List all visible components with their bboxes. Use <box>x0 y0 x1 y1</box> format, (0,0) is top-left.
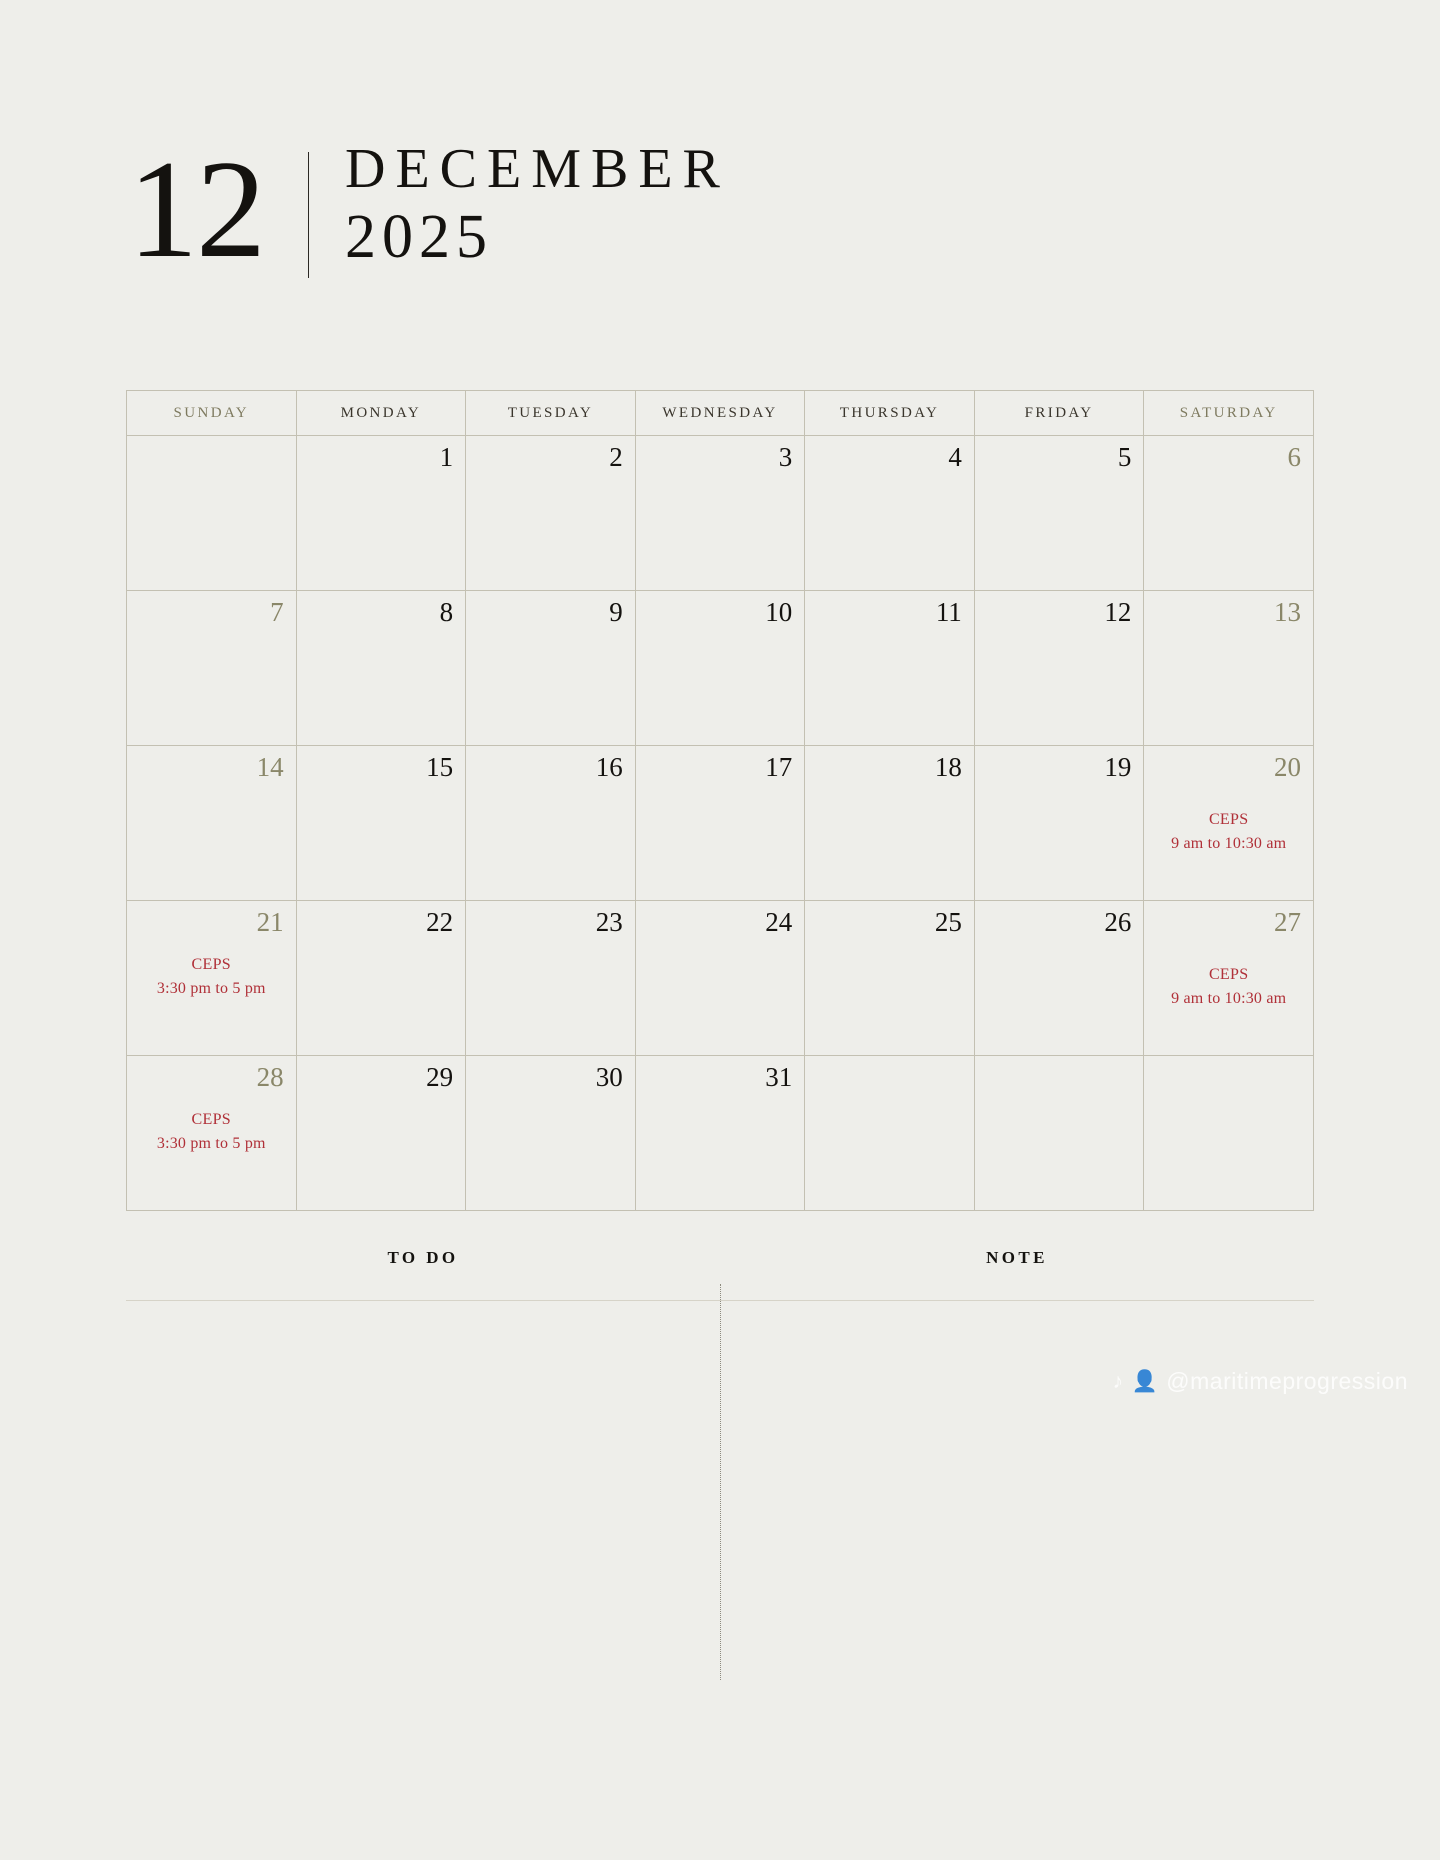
day-number: 3 <box>778 442 793 472</box>
calendar-day-cell[interactable] <box>635 901 805 1056</box>
calendar-empty-cell <box>805 1056 975 1211</box>
calendar-week-row <box>127 746 1314 901</box>
weekday-header-sunday: SUNDAY <box>127 391 297 436</box>
calendar-day-cell[interactable] <box>635 436 805 591</box>
calendar-day-cell[interactable] <box>466 746 636 901</box>
watermark <box>1113 1368 1408 1395</box>
day-number: 7 <box>270 597 284 627</box>
weekday-header-friday: FRIDAY <box>974 391 1144 436</box>
calendar-day-cell[interactable] <box>466 1056 636 1211</box>
calendar-day-cell[interactable] <box>974 746 1144 901</box>
weekday-header-wednesday: WEDNESDAY <box>635 391 805 436</box>
day-number: 5 <box>1117 442 1132 472</box>
weekday-header-monday: MONDAY <box>296 391 466 436</box>
day-number: 18 <box>934 752 962 782</box>
event-title[interactable]: CEPS <box>1208 811 1249 828</box>
event-title[interactable]: CEPS <box>191 956 231 973</box>
day-number: 23 <box>595 907 623 937</box>
weekday-header-tuesday: TUESDAY <box>466 391 636 436</box>
calendar-day-cell[interactable] <box>635 746 805 901</box>
calendar-day-cell[interactable] <box>466 591 636 746</box>
day-number: 11 <box>935 597 962 627</box>
calendar-day-cell[interactable] <box>974 901 1144 1056</box>
day-number: 17 <box>765 752 793 782</box>
day-number: 12 <box>1104 597 1132 627</box>
weekday-header-thursday: THURSDAY <box>805 391 975 436</box>
calendar-empty-cell <box>127 436 297 591</box>
calendar-day-cell[interactable] <box>1144 746 1314 901</box>
day-number: 2 <box>609 442 623 472</box>
calendar-day-cell[interactable] <box>296 436 466 591</box>
calendar-week-row <box>127 901 1314 1056</box>
note-label: NOTE <box>986 1248 1048 1267</box>
event-time: 3:30 pm to 5 pm <box>156 1135 266 1152</box>
calendar-header-row <box>127 391 1314 436</box>
month-title-block <box>345 140 730 271</box>
day-number: 14 <box>256 752 284 782</box>
calendar-day-cell[interactable] <box>974 591 1144 746</box>
calendar-day-cell[interactable] <box>805 591 975 746</box>
bottom-labels <box>126 1248 1314 1268</box>
calendar-empty-cell <box>1144 1056 1314 1211</box>
bottom-dotted-divider <box>720 1284 721 1680</box>
calendar-week-row <box>127 436 1314 591</box>
day-number: 27 <box>1274 907 1301 937</box>
day-events <box>1144 963 1313 1012</box>
day-number: 30 <box>595 1062 623 1092</box>
day-number: 25 <box>934 907 962 937</box>
event-time: 9 am to 10:30 am <box>1171 835 1287 852</box>
day-number: 20 <box>1274 752 1301 782</box>
calendar-day-cell[interactable] <box>1144 901 1314 1056</box>
calendar-day-cell[interactable] <box>1144 591 1314 746</box>
calendar-day-cell[interactable] <box>635 1056 805 1211</box>
weekday-header-saturday: SATURDAY <box>1144 391 1314 436</box>
day-number: 28 <box>256 1062 284 1092</box>
tiktok-icon: ♪ <box>1112 1370 1124 1393</box>
bottom-section <box>126 1248 1314 1748</box>
calendar-week-row <box>127 591 1314 746</box>
event-time: 3:30 pm to 5 pm <box>156 980 266 997</box>
calendar-day-cell[interactable] <box>466 436 636 591</box>
calendar-day-cell[interactable] <box>296 901 466 1056</box>
calendar-day-cell[interactable] <box>466 901 636 1056</box>
calendar-day-cell[interactable] <box>127 746 297 901</box>
header-divider <box>308 152 309 278</box>
calendar-day-cell[interactable] <box>805 746 975 901</box>
calendar-empty-cell <box>974 1056 1144 1211</box>
calendar-day-cell[interactable] <box>296 746 466 901</box>
calendar-day-cell[interactable] <box>296 1056 466 1211</box>
calendar-day-cell[interactable] <box>974 436 1144 591</box>
month-number: 12 <box>128 132 264 287</box>
todo-label: TO DO <box>387 1248 459 1267</box>
calendar-day-cell[interactable] <box>127 901 297 1056</box>
calendar-day-cell[interactable] <box>635 591 805 746</box>
month-name: DECEMBER <box>345 138 730 200</box>
calendar-day-cell[interactable] <box>127 1056 297 1211</box>
day-number: 13 <box>1274 597 1301 627</box>
calendar-day-cell[interactable] <box>296 591 466 746</box>
day-number: 8 <box>439 597 454 627</box>
day-number: 26 <box>1104 907 1132 937</box>
day-number: 19 <box>1104 752 1132 782</box>
page-header <box>128 132 730 287</box>
day-number: 1 <box>439 442 454 472</box>
day-number: 15 <box>426 752 454 782</box>
year: 2025 <box>345 202 493 271</box>
day-number: 10 <box>765 597 793 627</box>
day-number: 29 <box>426 1062 454 1092</box>
day-number: 9 <box>609 597 623 627</box>
event-title[interactable]: CEPS <box>191 1111 231 1128</box>
day-events <box>127 953 296 1002</box>
day-number: 21 <box>256 907 284 937</box>
calendar-grid <box>126 390 1314 1211</box>
calendar-day-cell[interactable] <box>127 591 297 746</box>
person-icon: 👤 <box>1131 1370 1159 1393</box>
calendar-body <box>127 436 1314 1211</box>
day-events <box>1144 808 1313 857</box>
day-number: 4 <box>948 442 962 472</box>
calendar-day-cell[interactable] <box>805 901 975 1056</box>
watermark-handle: @maritimeprogression <box>1166 1368 1408 1394</box>
event-time: 9 am to 10:30 am <box>1171 990 1287 1007</box>
day-events <box>127 1108 296 1157</box>
day-number: 16 <box>595 752 623 782</box>
day-number: 22 <box>426 907 454 937</box>
day-number: 31 <box>765 1062 793 1092</box>
day-number: 6 <box>1287 442 1301 472</box>
day-number: 24 <box>765 907 793 937</box>
calendar-day-cell[interactable] <box>805 436 975 591</box>
calendar-day-cell[interactable] <box>1144 436 1314 591</box>
event-title[interactable]: CEPS <box>1208 966 1249 983</box>
calendar-week-row <box>127 1056 1314 1211</box>
